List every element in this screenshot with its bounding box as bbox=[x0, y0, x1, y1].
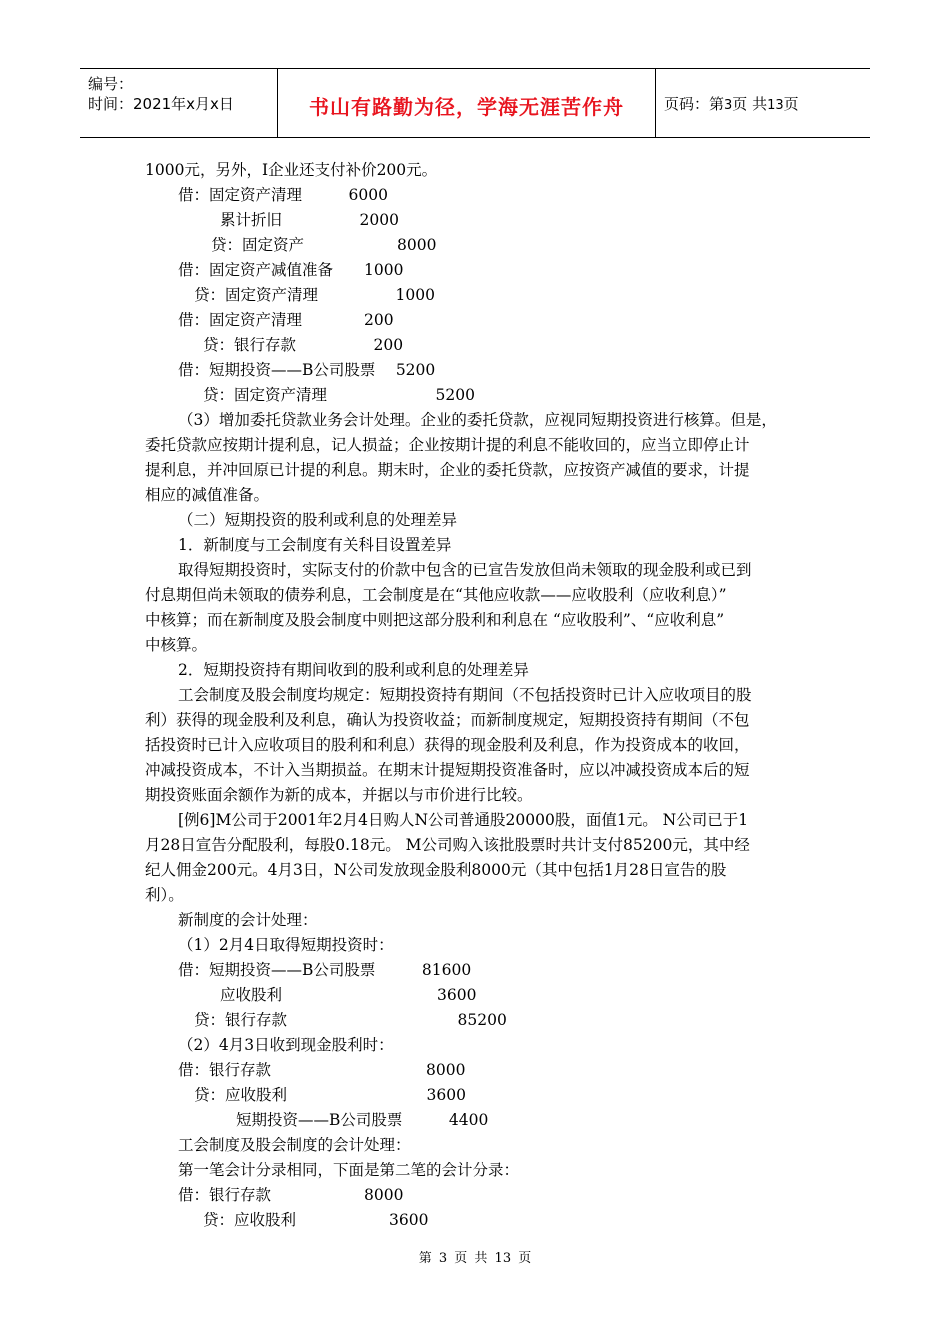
header-info-cell bbox=[80, 69, 278, 137]
header-motto-cell bbox=[278, 69, 656, 137]
text-line: 工会制度及股会制度的会计处理： bbox=[178, 1136, 411, 1154]
journal-line: 贷：固定资产清理 5200 bbox=[203, 386, 475, 404]
header-page-cell bbox=[656, 69, 870, 137]
journal-line: 借：短期投资——B公司股票 5200 bbox=[178, 361, 436, 379]
page-mid: 页 共 bbox=[732, 95, 768, 113]
journal-line: 借：银行存款 8000 bbox=[178, 1186, 404, 1204]
subsection-heading: 2．短期投资持有期间收到的股利或利息的处理差异 bbox=[178, 661, 529, 679]
journal-line: 借：固定资产清理 200 bbox=[178, 311, 394, 329]
paragraph-line: 中核算；而在新制度及股会制度中则把这部分股利和利息在 “应收股利”、“应收利息” bbox=[145, 611, 725, 629]
journal-line: 借：银行存款 8000 bbox=[178, 1061, 466, 1079]
motto-text: 书山有路勤为径，学海无涯苦作舟 bbox=[309, 95, 624, 119]
journal-line: 借：短期投资——B公司股票 81600 bbox=[178, 961, 472, 979]
journal-line: 贷：固定资产清理 1000 bbox=[194, 286, 435, 304]
journal-line: 借：固定资产清理 6000 bbox=[178, 186, 388, 204]
example-line: 纪人佣金200元。4月3日，N公司发放现金股利8000元（其中包括1月28日宣告的股 bbox=[145, 861, 727, 879]
subsection-heading: 1．新制度与工会制度有关科目设置差异 bbox=[178, 536, 452, 554]
paragraph-line: （3）增加委托贷款业务会计处理。企业的委托贷款，应视同短期投资进行核算。但是， bbox=[178, 411, 777, 429]
page-footer: 第 3 页 共 13 页 bbox=[418, 1251, 532, 1266]
journal-line: 短期投资——B公司股票 4400 bbox=[236, 1111, 489, 1129]
page-header bbox=[80, 68, 870, 138]
text-line: （2）4月3日收到现金股利时： bbox=[178, 1036, 394, 1054]
text-line: （1）2月4日取得短期投资时： bbox=[178, 936, 394, 954]
example-line: 月28日宣告分配股利，每股0.18元。 M公司购入该批股票时共计支付85200元，其中经 bbox=[145, 836, 750, 854]
journal-line: 贷：应收股利 3600 bbox=[194, 1086, 466, 1104]
journal-line: 贷：银行存款 85200 bbox=[194, 1011, 507, 1029]
text-line: 1000元，另外，I企业还支付补价200元。 bbox=[145, 161, 438, 179]
paragraph-line: 冲减投资成本，不计入当期损益。在期末计提短期投资准备时，应以冲减投资成本后的短 bbox=[145, 761, 750, 779]
page-number: 3 bbox=[724, 98, 733, 113]
journal-line: 借：固定资产减值准备 1000 bbox=[178, 261, 404, 279]
journal-line: 应收股利 3600 bbox=[220, 986, 477, 1004]
page-suffix: 页 bbox=[783, 95, 799, 113]
paragraph-line: 中核算。 bbox=[145, 636, 208, 654]
example-line: [例6]M公司于2001年2月4日购人N公司普通股20000股，面值1元。 N公司已于1 bbox=[178, 811, 749, 829]
page-total: 13 bbox=[767, 98, 784, 113]
journal-line: 贷：应收股利 3600 bbox=[203, 1211, 429, 1229]
paragraph-line: 利）获得的现金股利及利息，确认为投资收益；而新制度规定，短期投资持有期间（不包 bbox=[145, 711, 750, 729]
text-line: 第一笔会计分录相同，下面是第二笔的会计分录： bbox=[178, 1161, 520, 1179]
paragraph-line: 期投资账面余额作为新的成本，并据以与市价进行比较。 bbox=[145, 786, 533, 804]
paragraph-line: 工会制度及股会制度均规定：短期投资持有期间（不包括投资时已计入应收项目的股 bbox=[178, 686, 752, 704]
date-label: 时间：2021年x月x日 bbox=[88, 95, 234, 113]
section-heading: （二）短期投资的股利或利息的处理差异 bbox=[178, 511, 458, 529]
journal-line: 贷：银行存款 200 bbox=[203, 336, 404, 354]
journal-line: 贷：固定资产 8000 bbox=[211, 236, 437, 254]
paragraph-line: 提利息，并冲回原已计提的利息。期末时，企业的委托贷款，应按资产减值的要求，计提 bbox=[145, 461, 750, 479]
paragraph-line: 相应的减值准备。 bbox=[145, 486, 270, 504]
number-label: 编号： bbox=[88, 75, 134, 93]
journal-line: 累计折旧 2000 bbox=[220, 211, 399, 229]
example-line: 利）。 bbox=[145, 886, 184, 904]
paragraph-line: 取得短期投资时，实际支付的价款中包含的已宣告发放但尚未领取的现金股利或已到 bbox=[178, 561, 752, 579]
paragraph-line: 委托贷款应按期计提利息，记人损益；企业按期计提的利息不能收回的，应当立即停止计 bbox=[145, 436, 750, 454]
paragraph-line: 括投资时已计入应收项目的股利和利息）获得的现金股利及利息，作为投资成本的收回， bbox=[145, 736, 750, 754]
paragraph-line: 付息期但尚未领取的债券利息，工会制度是在“其他应收款——应收股利（应收利息）” bbox=[145, 586, 727, 604]
page-prefix: 页码：第 bbox=[664, 95, 725, 113]
page-indicator bbox=[664, 93, 799, 114]
text-line: 新制度的会计处理： bbox=[178, 911, 318, 929]
